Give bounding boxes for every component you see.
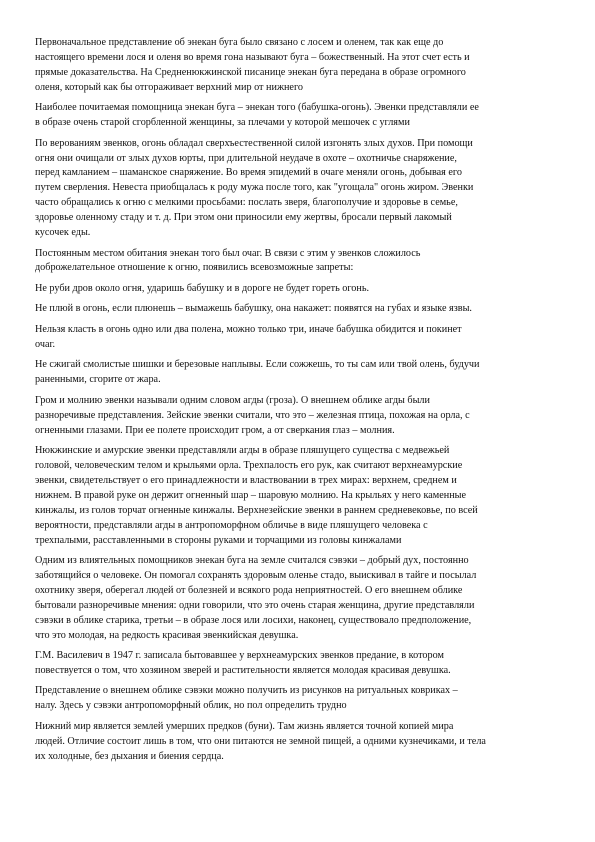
document-body — [35, 36, 562, 770]
paragraph-3: По верованиям эвенков, огонь обладал сверхъестественной силой изгонять злых духов. При помощи огня они очищали от злых духов юрты, при длительной неудаче в охоте – охотничье снаряжение, перед камланием – шаманское снаряжение. Во время эпидемий в очаге меняли огонь, добывая его путем сверления. Невеста приобщалась к роду мужа после того, как "угощала" огонь жиром. Эвенки часто обращались к огню с мелкими просьбами: послать зверя, благополучие и здоровье в семье, здоровье оленному стаду и т. д. При этом они приносили ему жертвы, бросали первый лакомый кусочек еды. — [35, 137, 474, 239]
paragraph-13: Представление о внешнем облике сэвэки можно получить из рисунков на ритуальных ковриках – налу. Здесь у сэвэки антропоморфный облик, но пол определить трудно — [35, 685, 458, 712]
paragraph-5: Не руби дров около огня, ударишь бабушку и в дороге не будет гореть огонь. — [35, 282, 370, 294]
paragraph-2: Наиболее почитаемая помощница энекан буга – энекан того (бабушка-огонь). Эвенки представляли ее в образе очень старой сгорбленной женщины, за плечами у которой мешочек с углями — [35, 102, 479, 129]
paragraph-12: Г.М. Василевич в 1947 г. записала бытовавшее у верхнеамурских эвенков предание, в котором повествуется о том, что хозяином зверей и растительности является молодая красивая девушка. — [35, 650, 451, 676]
paragraph-9: Гром и молнию эвенки называли одним словом агды (гроза). О внешнем облике агды были разноречивые представления. Зейские эвенки считали, что это – железная птица, похожая на орла, с огненными глазами. При ее полете происходит гром, а от сверкания глаз – молния. — [35, 394, 470, 436]
paragraph-10: Нюкжинские и амурские эвенки представляли агды в образе пляшущего существа с медвежьей головой, человеческим телом и крыльями орла. Трехпалость его рук, как считают верхнеамурские эвенки, свидетельствует о его принадлежности и властвовании в трех мирах: верхнем, среднем и нижнем. В правой руке он держит огненный шар – шаровую молнию. На крыльях у него каменные кинжалы, из голов торчат огненные кинжалы. Верхнезейские эвенки в раннем средневековье, по всей вероятности, представляли агды в антропоморфном обличье в виде пляшущего человека с трехпалыми, расставленными в стороны руками и торчащими из головы кинжалами — [35, 445, 478, 546]
paragraph-1: Первоначальное представление об энекан буга было связано с лосем и оленем, так как еще до настоящего времени лося и оленя во время гона называют буга – божественный. На этот счет есть и прямые доказательства. На Средненюкжинской писанице энекан буга передана в образе огромного оленя, который как бы отгораживает верхний мир от нижнего — [35, 37, 470, 93]
paragraph-8: Не сжигай смолистые шишки и березовые наплывы. Если сожжешь, то ты сам или твой олень, будучи раненными, сгорите от жара. — [35, 359, 480, 386]
paragraph-11: Одним из влиятельных помощников энекан буга на земле считался сэвэки – добрый дух, постоянно заботящийся о человеке. Он помогал сохранять здоровым оленье стадо, выискивал в тайге и посылал охотнику зверя, оберегал людей от болезней и всякого рода неприятностей. О его внешнем облике бытовали разноречивые мнения: одни говорили, что это очень старая женщина, другие представляли сэвэки в облике старика, третьи – в образе лося или лосихи, наконец, существовало предположение, что это молодая, на редкость красивая эвенкийская девушка. — [35, 555, 477, 641]
paragraph-14: Нижний мир является землей умерших предков (буни). Там жизнь является точной копией мира людей. Отличие состоит лишь в том, что они питаются не земной пищей, а одними кузнечиками, и тела их холодные, без дыхания и биения сердца. — [35, 720, 486, 762]
paragraph-4: Постоянным местом обитания энекан того был очаг. В связи с этим у эвенков сложилось доброжелательное отношение к огню, появились всевозможные запреты: — [35, 247, 421, 274]
paragraph-6: Не плюй в огонь, если плюнешь – вымажешь бабушку, она накажет: появятся на губах и языке язвы. — [35, 303, 472, 315]
paragraph-7: Нельзя класть в огонь одно или два полена, можно только три, иначе бабушка обидится и покинет очаг. — [35, 323, 462, 350]
